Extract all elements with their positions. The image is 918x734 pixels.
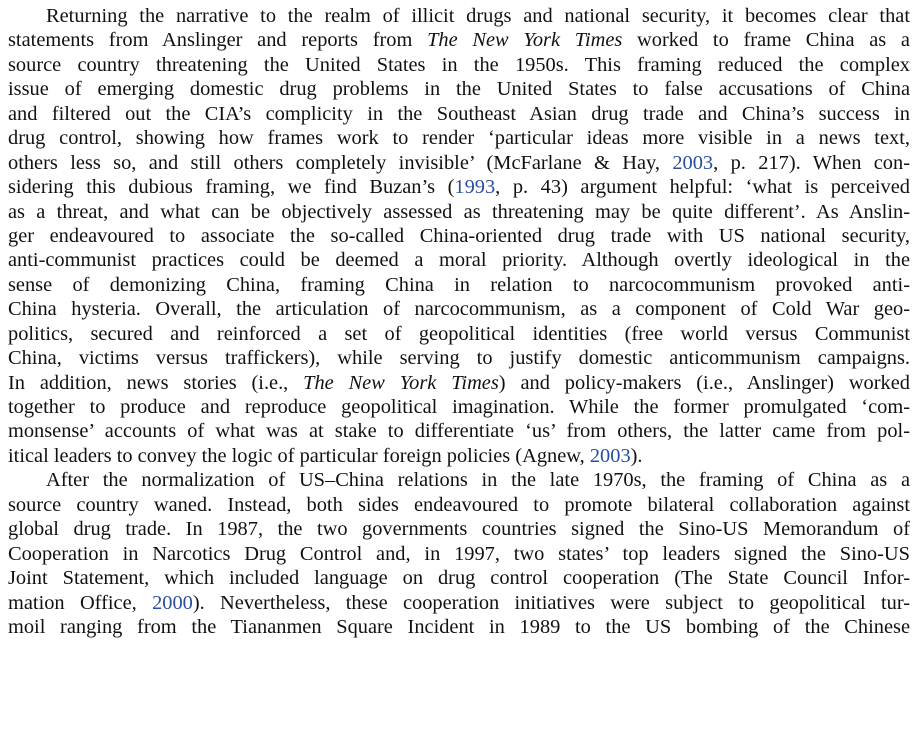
text-run: ). bbox=[630, 444, 643, 467]
text-line bbox=[8, 126, 910, 150]
text-line bbox=[8, 419, 910, 443]
text-run: itical leaders to convey the logic of particular foreign policies (Agnew, bbox=[8, 444, 590, 467]
text-run: , p. 43) argument helpful: ‘what is perceived bbox=[495, 176, 910, 199]
text-run: drug control, showing how frames work to render ‘particular ideas more visible in a news text, bbox=[8, 127, 910, 150]
text-line bbox=[8, 151, 910, 175]
text-run: monsense’ accounts of what was at stake to differentiate ‘us’ from others, the latter came from pol- bbox=[8, 420, 910, 443]
text-line bbox=[8, 542, 910, 566]
text-run: worked to frame China as a bbox=[622, 29, 910, 52]
text-line bbox=[8, 53, 910, 77]
text-line bbox=[8, 322, 910, 346]
paragraph bbox=[8, 4, 910, 468]
text-run: Returning the narrative to the realm of illicit drugs and national security, it becomes clear that bbox=[46, 5, 910, 27]
text-line bbox=[8, 297, 910, 321]
text-run: source country waned. Instead, both sides endeavoured to promote bilateral collaboration against bbox=[8, 493, 910, 516]
text-line bbox=[8, 493, 910, 517]
text-line bbox=[8, 566, 910, 590]
paragraph bbox=[8, 468, 910, 639]
text-line bbox=[8, 615, 910, 639]
text-run: ) and policy-makers (i.e., Anslinger) worked bbox=[498, 371, 910, 394]
citation-link[interactable]: 2000 bbox=[152, 591, 193, 614]
text-run: together to produce and reproduce geopolitical imagination. While the former promulgated ‘com- bbox=[8, 396, 910, 418]
text-run: and filtered out the CIA’s complicity in the Southeast Asian drug trade and China’s success in bbox=[8, 102, 910, 125]
text-line bbox=[8, 273, 910, 297]
text-run: sidering this dubious framing, we find Buzan’s ( bbox=[8, 176, 455, 199]
text-run: In addition, news stories (i.e., bbox=[8, 371, 304, 394]
text-line bbox=[8, 346, 910, 370]
text-line bbox=[8, 395, 910, 419]
text-run: China hysteria. Overall, the articulation of narcocommunism, as a component of Cold War geo- bbox=[8, 298, 910, 321]
text-line bbox=[8, 371, 910, 395]
italic-title: The New York Times bbox=[303, 371, 499, 394]
text-run: as a threat, and what can be objectively assessed as threatening may be quite different’. As Anslin- bbox=[8, 200, 910, 223]
text-line bbox=[8, 175, 910, 199]
text-run: statements from Anslinger and reports from bbox=[8, 29, 428, 52]
text-run: others less so, and still others completely invisible’ (McFarlane & Hay, bbox=[8, 151, 673, 174]
text-run: global drug trade. In 1987, the two governments countries signed the Sino-US Memorandum of bbox=[8, 518, 910, 541]
citation-link[interactable]: 2003 bbox=[589, 444, 631, 467]
text-run: politics, secured and reinforced a set of geopolitical identities (free world versus Communist bbox=[8, 322, 910, 345]
body-text bbox=[8, 4, 910, 639]
text-run: source country threatening the United States in the 1950s. This framing reduced the complex bbox=[8, 53, 910, 76]
text-run: sense of demonizing China, framing China in relation to narcocommunism provoked anti- bbox=[8, 273, 910, 296]
text-run: issue of emerging domestic drug problems in the United States to false accusations of China bbox=[8, 78, 910, 101]
text-run: mation Office, bbox=[8, 591, 153, 614]
text-run: Joint Statement, which included language on drug control cooperation (The State Council Infor- bbox=[8, 567, 910, 590]
text-line bbox=[8, 200, 910, 224]
text-run: anti-communist practices could be deemed a moral priority. Although overtly ideological in the bbox=[8, 249, 910, 272]
text-run: , p. 217). When con- bbox=[713, 151, 910, 174]
text-line bbox=[8, 224, 910, 248]
text-run: ger endeavoured to associate the so-called China-oriented drug trade with US national security, bbox=[8, 224, 910, 247]
text-line bbox=[8, 591, 910, 615]
text-line bbox=[8, 468, 910, 492]
text-line bbox=[8, 517, 910, 541]
text-run: ). Nevertheless, these cooperation initiatives were subject to geopolitical tur- bbox=[192, 591, 910, 614]
text-line bbox=[8, 444, 910, 468]
citation-link[interactable]: 2003 bbox=[672, 151, 714, 174]
text-run: moil ranging from the Tiananmen Square Incident in 1989 to the US bombing of the Chinese bbox=[8, 615, 910, 638]
text-run: Cooperation in Narcotics Drug Control and, in 1997, two states’ top leaders signed the Sino-US bbox=[8, 542, 910, 565]
citation-link[interactable]: 1993 bbox=[454, 176, 496, 199]
text-run: After the normalization of US–China relations in the late 1970s, the framing of China as a bbox=[46, 469, 910, 492]
text-line bbox=[8, 248, 910, 272]
text-line bbox=[8, 102, 910, 126]
text-line bbox=[8, 28, 910, 52]
text-line bbox=[8, 4, 910, 28]
italic-title: The New York Times bbox=[427, 29, 623, 52]
text-line bbox=[8, 77, 910, 101]
text-run: China, victims versus traffickers), while serving to justify domestic anticommunism campaigns. bbox=[8, 347, 910, 370]
